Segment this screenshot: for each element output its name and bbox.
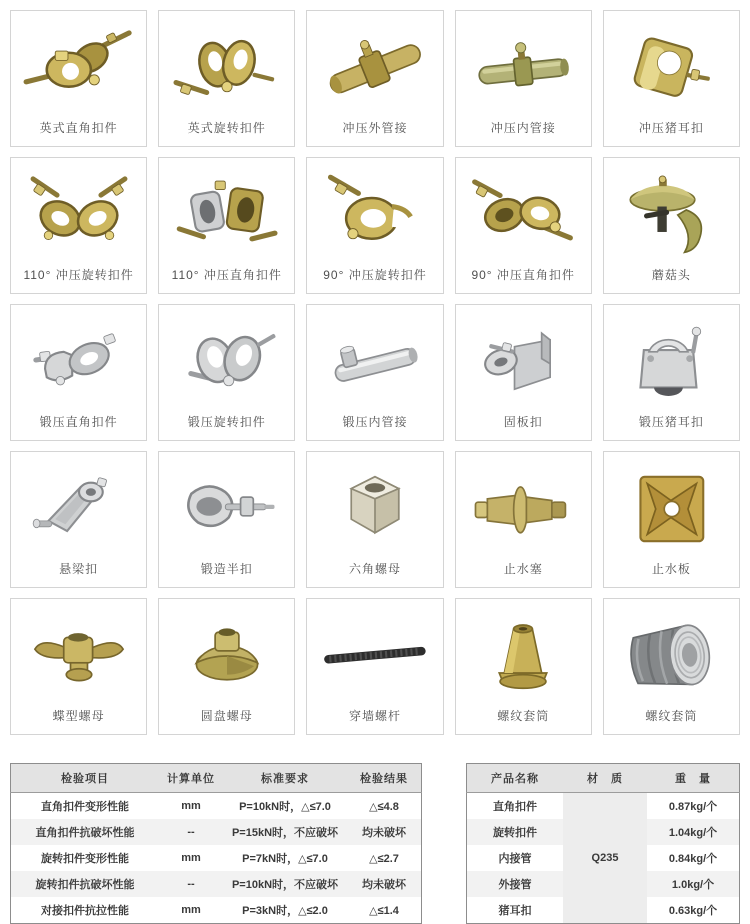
inspection-cell: 均未破坏 xyxy=(347,871,422,897)
threaded-sleeve-icon xyxy=(604,599,739,707)
inspection-cell: mm xyxy=(181,904,201,916)
product-cell xyxy=(455,451,592,588)
product-name-cell: 内接管 xyxy=(498,853,532,865)
inspection-cell: P=15kN时，不应破坏 xyxy=(223,819,347,845)
column-header: 检验结果 xyxy=(347,764,422,793)
pressed-swivel-110-icon xyxy=(11,158,146,266)
board-clamp-icon xyxy=(456,305,591,413)
water-stop-plug-icon xyxy=(456,452,591,560)
product-cell xyxy=(10,451,147,588)
inspection-cell: △≤2.7 xyxy=(369,852,399,865)
product-label: 六角螺母 xyxy=(348,562,401,576)
table-row xyxy=(11,897,422,924)
column-header: 材 质 xyxy=(563,764,647,793)
product-cell xyxy=(603,304,740,441)
product-cell xyxy=(10,598,147,735)
tie-rod-icon xyxy=(307,599,442,707)
product-label: 锻压猪耳扣 xyxy=(638,415,704,429)
threaded-cone-sleeve-icon xyxy=(456,599,591,707)
product-label: 锻压内管接 xyxy=(342,415,408,429)
product-label: 锻压旋转扣件 xyxy=(187,415,266,429)
product-label: 悬梁扣 xyxy=(59,562,99,576)
product-label: 止水板 xyxy=(651,562,691,576)
english-swivel-coupler-icon xyxy=(159,11,294,119)
table-header-row xyxy=(467,764,740,793)
pressed-outer-joiner-icon xyxy=(307,11,442,119)
forged-swivel-coupler-icon xyxy=(159,305,294,413)
product-label: 蝶型螺母 xyxy=(52,709,105,723)
product-label: 穿墙螺杆 xyxy=(348,709,401,723)
column-header: 重 量 xyxy=(647,764,740,793)
product-cell xyxy=(10,157,147,294)
table-header-row xyxy=(11,764,422,793)
hex-nut-icon xyxy=(307,452,442,560)
inspection-cell: P=10kN时，不应破坏 xyxy=(223,871,347,897)
material-cell: Q235 xyxy=(563,793,647,924)
product-label: 90° 冲压旋转扣件 xyxy=(323,268,427,282)
product-cell xyxy=(306,451,443,588)
inspection-cell: -- xyxy=(159,871,223,897)
product-label: 90° 冲压直角扣件 xyxy=(471,268,575,282)
forged-right-angle-coupler-icon xyxy=(11,305,146,413)
weight-cell: 0.87kg/个 xyxy=(668,801,718,813)
inspection-table xyxy=(10,763,422,924)
inspection-cell: △≤4.8 xyxy=(369,800,399,813)
water-stop-plate-icon xyxy=(604,452,739,560)
inspection-cell: P=3kN时，△≤2.0 xyxy=(242,905,328,917)
product-label: 固板扣 xyxy=(503,415,543,429)
english-right-angle-coupler-icon xyxy=(11,11,146,119)
forged-pig-ear-icon xyxy=(604,305,739,413)
product-cell xyxy=(306,10,443,147)
pressed-right-angle-110-icon xyxy=(159,158,294,266)
weight-cell: 1.04kg/个 xyxy=(647,819,740,845)
table-row xyxy=(11,793,422,820)
product-label: 冲压外管接 xyxy=(342,121,408,135)
table-row xyxy=(11,819,422,845)
product-cell xyxy=(158,304,295,441)
inspection-cell: 对接扣件抗拉性能 xyxy=(41,905,129,917)
inspection-cell: mm xyxy=(181,852,201,864)
inspection-cell: 直角扣件变形性能 xyxy=(41,801,129,813)
product-name-cell: 猪耳扣 xyxy=(498,905,532,917)
mushroom-head-icon xyxy=(604,158,739,266)
inspection-cell: mm xyxy=(181,800,201,812)
beam-clamp-icon xyxy=(11,452,146,560)
inspection-cell: P=7kN时，△≤7.0 xyxy=(242,853,328,865)
product-cell xyxy=(306,598,443,735)
weight-cell: 0.63kg/个 xyxy=(668,905,718,917)
inspection-cell: -- xyxy=(159,819,223,845)
column-header: 产品名称 xyxy=(467,764,564,793)
product-cell xyxy=(306,157,443,294)
product-label: 螺纹套筒 xyxy=(497,709,550,723)
product-label: 锻压直角扣件 xyxy=(39,415,118,429)
product-cell xyxy=(603,598,740,735)
product-label: 英式直角扣件 xyxy=(39,121,118,135)
product-label: 圆盘螺母 xyxy=(200,709,253,723)
product-label: 锻造半扣 xyxy=(200,562,253,576)
inspection-cell: 均未破坏 xyxy=(347,819,422,845)
product-label: 冲压内管接 xyxy=(490,121,556,135)
product-label: 110° 冲压直角扣件 xyxy=(171,268,282,282)
inspection-cell: 旋转扣件变形性能 xyxy=(41,853,129,865)
product-label: 冲压猪耳扣 xyxy=(638,121,704,135)
column-header: 检验项目 xyxy=(11,764,160,793)
pressed-pig-ear-icon xyxy=(604,11,739,119)
product-label: 蘑菇头 xyxy=(651,268,691,282)
forged-half-coupler-icon xyxy=(159,452,294,560)
pressed-swivel-90-icon xyxy=(307,158,442,266)
column-header: 标准要求 xyxy=(223,764,347,793)
inspection-cell: △≤1.4 xyxy=(369,904,399,917)
product-cell xyxy=(603,157,740,294)
product-cell xyxy=(158,598,295,735)
product-cell xyxy=(455,598,592,735)
spec-table xyxy=(466,763,740,924)
column-header: 计算单位 xyxy=(159,764,223,793)
product-cell xyxy=(455,157,592,294)
weight-cell: 0.84kg/个 xyxy=(668,853,718,865)
product-cell xyxy=(306,304,443,441)
disc-nut-icon xyxy=(159,599,294,707)
table-row xyxy=(11,871,422,897)
product-cell xyxy=(158,10,295,147)
table-row xyxy=(11,845,422,871)
product-cell xyxy=(158,157,295,294)
table-row xyxy=(467,793,740,820)
inspection-cell: P=10kN时，△≤7.0 xyxy=(239,801,331,813)
product-label: 英式旋转扣件 xyxy=(187,121,266,135)
forged-inner-joiner-icon xyxy=(307,305,442,413)
wing-nut-icon xyxy=(11,599,146,707)
product-cell xyxy=(603,451,740,588)
product-cell xyxy=(455,10,592,147)
pressed-right-angle-90-icon xyxy=(456,158,591,266)
product-label: 止水塞 xyxy=(503,562,543,576)
product-label: 110° 冲压旋转扣件 xyxy=(23,268,134,282)
pressed-inner-joiner-icon xyxy=(456,11,591,119)
product-name-cell: 旋转扣件 xyxy=(467,819,564,845)
product-label: 螺纹套筒 xyxy=(645,709,698,723)
product-name-cell: 外接管 xyxy=(467,871,564,897)
product-name-cell: 直角扣件 xyxy=(493,801,537,813)
inspection-cell: 直角扣件抗破坏性能 xyxy=(11,819,160,845)
product-cell xyxy=(455,304,592,441)
tables-section xyxy=(0,763,750,924)
weight-cell: 1.0kg/个 xyxy=(647,871,740,897)
inspection-cell: 旋转扣件抗破坏性能 xyxy=(11,871,160,897)
product-cell xyxy=(10,10,147,147)
product-cell xyxy=(158,451,295,588)
product-cell xyxy=(10,304,147,441)
product-cell xyxy=(603,10,740,147)
